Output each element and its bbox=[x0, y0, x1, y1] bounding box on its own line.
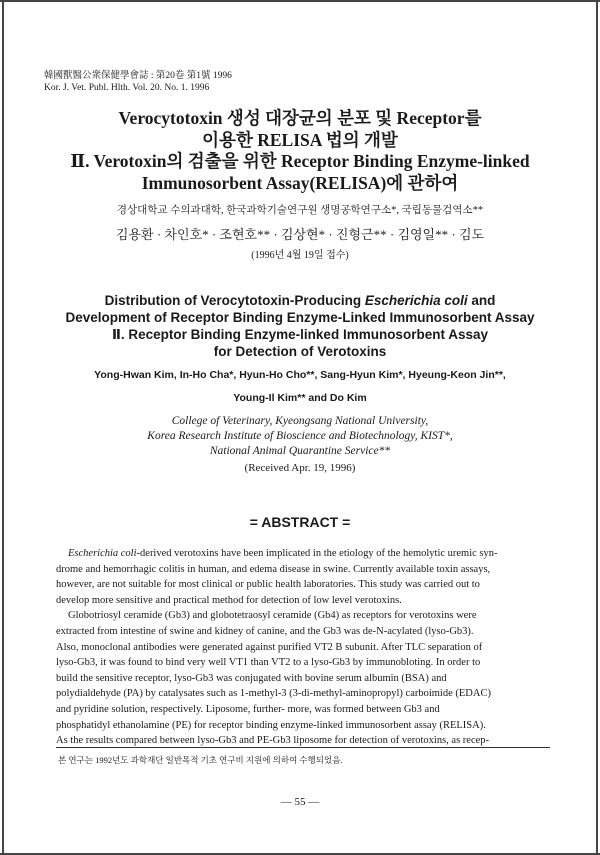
english-title-species: Escherichia coli bbox=[364, 293, 468, 308]
english-affiliation-line: Korea Research Institute of Bioscience and Biotechnology, KIST*, bbox=[147, 430, 453, 442]
abstract-line: however, are not suitable for most clinical or public health laboratories. This study was carried out to bbox=[56, 579, 480, 591]
english-title bbox=[40, 292, 560, 360]
funding-footnote: 본 연구는 1992년도 과학재단 일반목적 기초 연구비 지원에 의하여 수행되었음. bbox=[58, 755, 343, 765]
journal-header bbox=[44, 70, 232, 94]
korean-affiliations: 경상대학교 수의과대학, 한국과학기술연구원 생명공학연구소*, 국립동물검역소** bbox=[116, 205, 484, 216]
footnote-divider bbox=[56, 747, 550, 748]
abstract-species: Escherichia coli bbox=[68, 548, 137, 559]
page-border-right bbox=[596, 0, 598, 855]
abstract-line: extracted from intestine of swine and kidney of canine, and the Gb3 was de-N-acylated (lyso-Gb3). bbox=[56, 625, 474, 637]
english-title-text: and bbox=[467, 293, 496, 308]
abstract-line: polydialdehyde (PA) by catalysates such as 1-methyl-3 (3-di-methyl-aminopropyl) carboimide (EDAC) bbox=[56, 688, 491, 700]
english-title-line: Development of Receptor Binding Enzyme-Linked Immunosorbent Assay bbox=[65, 310, 535, 325]
korean-title-line: Verocytotoxin 생성 대장균의 분포 및 Receptor를 bbox=[118, 108, 482, 128]
korean-authors: 김용환 · 차인호* · 조현호** · 김상현* · 진형근** · 김영일** · 김도 bbox=[115, 227, 485, 242]
abstract-line bbox=[56, 546, 550, 562]
korean-title bbox=[60, 108, 540, 194]
abstract-line: As the results compared between lyso-Gb3 and PE-Gb3 liposome for detection of verotoxins, as recep- bbox=[56, 735, 490, 747]
page-border-top bbox=[0, 0, 600, 2]
english-authors: Yong-Hwan Kim, In-Ho Cha*, Hyun-Ho Cho**, Sang-Hyun Kim*, Hyeung-Keon Jin**, bbox=[94, 369, 506, 381]
page-border-left bbox=[2, 0, 4, 855]
abstract-text: -derived verotoxins have been implicated in the etiology of the hemolytic uremic syn- bbox=[136, 548, 498, 559]
korean-title-line: Immunosorbent Assay(RELISA)에 관하여 bbox=[141, 172, 459, 193]
abstract-line: build the sensitive receptor, lyso-Gb3 was conjugated with bovine serum albumin (BSA) and bbox=[56, 672, 447, 684]
english-title-line: for Detection of Verotoxins bbox=[213, 344, 387, 359]
abstract-line: Also, monoclonal antibodies were generated against purified VT2 B subunit. After TLC separation of bbox=[56, 641, 483, 653]
journal-header-english: Kor. J. Vet. Publ. Hlth. Vol. 20. No. 1. 1996 bbox=[44, 83, 210, 93]
abstract-line: phosphatidyl ethanolamine (PE) for receptor binding enzyme-linked immunosorbent assay (RELISA). bbox=[56, 719, 486, 731]
english-title-text: Distribution of Verocytotoxin-Producing bbox=[104, 293, 365, 308]
english-affiliations bbox=[40, 414, 560, 459]
abstract-line: and pyridine solution, respectively. Liposome, further- more, was formed between Gb3 and bbox=[56, 703, 440, 715]
abstract-line: lyso-Gb3, it was found to bind very well VT1 than VT2 to a lyso-Gb3 by immunobloting. In order to bbox=[56, 657, 481, 669]
english-received-date: (Received Apr. 19, 1996) bbox=[244, 462, 356, 474]
english-title-line: Ⅱ. Receptor Binding Enzyme-linked Immunosorbent Assay bbox=[112, 327, 488, 342]
abstract-line: drome and hemorrhagic colitis in human, and edema disease in swine. Currently available toxin assays, bbox=[56, 563, 491, 575]
abstract-line: develop more sensitive and practical method for detection of low level verotoxins. bbox=[56, 594, 402, 606]
english-affiliation-line: National Animal Quarantine Service** bbox=[209, 445, 391, 457]
abstract-body bbox=[56, 546, 550, 749]
journal-header-korean: 韓國獸醫公衆保健學會誌 : 第20卷 第1號 1996 bbox=[44, 71, 232, 81]
english-title-line bbox=[40, 292, 560, 309]
english-authors: Young-Il Kim** and Do Kim bbox=[233, 392, 367, 404]
korean-title-line: Ⅱ. Verotoxin의 검출을 위한 Receptor Binding Enzyme-linked bbox=[70, 151, 530, 171]
english-affiliation-line: College of Veterinary, Kyeongsang National University, bbox=[171, 415, 429, 427]
korean-received-date: (1996년 4월 19일 접수) bbox=[251, 250, 349, 261]
abstract-line: Globotriosyl ceramide (Gb3) and globotetraosyl ceramide (Gb4) as receptors for verotoxins were bbox=[68, 610, 477, 622]
korean-title-line: 이용한 RELISA 법의 개발 bbox=[202, 129, 398, 150]
page-number: — 55 — bbox=[280, 796, 320, 808]
abstract-heading: = ABSTRACT = bbox=[249, 514, 351, 530]
